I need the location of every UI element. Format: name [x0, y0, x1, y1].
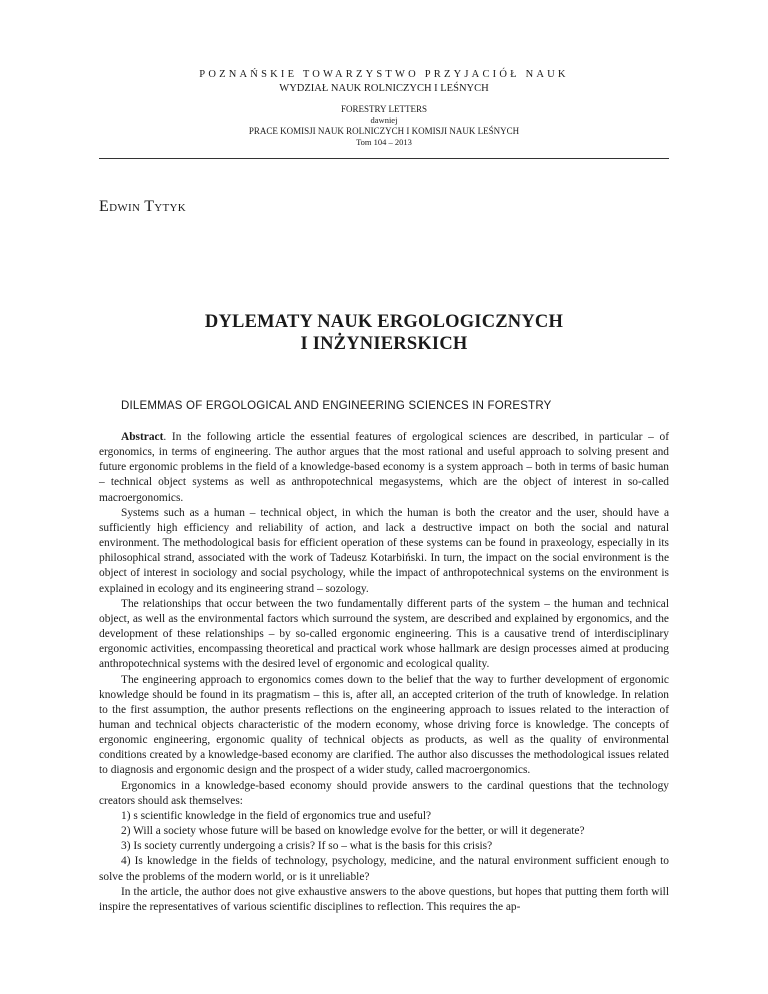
abstract-body — [99, 430, 669, 915]
title-line-2: I INŻYNIERSKICH — [300, 334, 468, 354]
question-item: 4) Is knowledge in the fields of technology, psychology, medicine, and the natural environment sufficient enough to solve the problems of the modern world, or is it unreliable? — [99, 855, 669, 883]
abstract-paragraph — [99, 430, 669, 506]
formerly-label: dawniej — [370, 115, 398, 125]
english-title: DILEMMAS OF ERGOLOGICAL AND ENGINEERING SCIENCES IN FORESTRY — [121, 400, 552, 412]
question-item: 1) s scientific knowledge in the field of ergonomics true and useful? — [121, 809, 432, 822]
volume-info: Tom 104 – 2013 — [356, 137, 412, 147]
title-line-1: DYLEMATY NAUK ERGOLOGICZNYCH — [204, 312, 564, 332]
abstract-text: . In the following article the essential features of ergological sciences are described, in particular – of ergonomics, in terms of engineering. The author argues that the most rational and useful approach to solving present and future ergonomic problems in the field of a knowledge-based economy is a system approach – both in terms of basic human – technical object systems as well as anthropotechnical megasystems, which are the object of interest in so-called macroergonomics. — [99, 431, 669, 504]
abstract-paragraph: In the article, the author does not give exhaustive answers to the above questions, but hopes that putting them forth will inspire the representatives of various scientific disciplines to reflection. This requires the ap- — [99, 885, 669, 913]
header-divider — [99, 158, 669, 159]
journal-name: FORESTRY LETTERS — [341, 104, 427, 114]
series-name: PRACE KOMISJI NAUK ROLNICZYCH I KOMISJI NAUK LEŚNYCH — [248, 126, 520, 136]
author-name: Edwin Tytyk — [99, 198, 187, 215]
journal-header — [99, 68, 669, 148]
abstract-label: Abstract — [121, 431, 164, 443]
question-item: 2) Will a society whose future will be based on knowledge evolve for the better, or will it degenerate? — [121, 825, 585, 838]
article-title — [99, 311, 669, 355]
abstract-paragraph: The relationships that occur between the two fundamentally different parts of the system – the human and technical object, as well as the environmental factors which surround the system, are described and explained by ergonomics, and the development of these relationships – by so-called ergonomic engineering. This is a causative trend of interdisciplinary ergonomic activities, encompassing theoretical and practical work whose hallmark are design processes aimed at producing anthropotechnical systems with the desired level of ergonomic and ecological quality. — [99, 597, 669, 671]
society-name: POZNAŃSKIE TOWARZYSTWO PRZYJACIÓŁ NAUK — [199, 69, 569, 80]
question-item: 3) Is society currently undergoing a crisis? If so – what is the basis for this crisis? — [121, 840, 493, 853]
abstract-paragraph: Systems such as a human – technical object, in which the human is both the creator and the user, should have a sufficiently high efficiency and reliability of action, and lack a destructive impact on both the social and natural environment. The methodological basis for efficient operation of these systems can be found in praxeology, especially in its philosophical strand, associated with the work of Tadeusz Kotarbiński. In turn, the impact on the social environment is the object of interest in sociology and social psychology, while the impact of anthropotechnical systems on the environment is explained in ecology and its engineering strand – sozology. — [99, 506, 669, 595]
faculty-name: WYDZIAŁ NAUK ROLNICZYCH I LEŚNYCH — [279, 83, 489, 94]
abstract-paragraph: The engineering approach to ergonomics comes down to the belief that the way to further development of ergonomic knowledge should be found in its pragmatism – this is, after all, an accepted criterion of the truth of knowledge. In relation to the first assumption, the author presents reflections on the engineering approach to issues related to the interaction of human and technical objects characteristic of the modern economy, whose driving force is knowledge. The concepts of ergonomic engineering, ergonomic quality of technical objects as products, as well as the quality of environmental conditions created by a knowledge-based economy are clarified. The author also discusses the methodological issues related to diagnosis and ergonomic design and the prospect of a wider study, called macroergonomics. — [99, 673, 669, 777]
abstract-paragraph: Ergonomics in a knowledge-based economy should provide answers to the cardinal questions that the technology creators should ask themselves: — [99, 779, 669, 807]
